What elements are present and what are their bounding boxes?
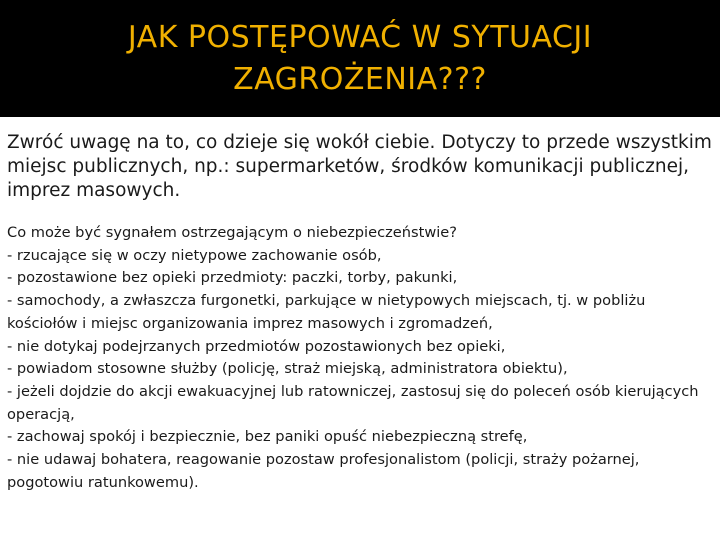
slide-title: JAK POSTĘPOWAĆ W SYTUACJI ZAGROŻENIA??? — [127, 19, 593, 97]
list-item: - zachowaj spokój i bezpiecznie, bez paniki opuść niebezpieczną strefę, — [7, 428, 528, 446]
list-item: - samochody, a zwłaszcza furgonetki, parkujące w nietypowych miejscach, tj. w pobliżu kościołów i miejsc organizowania imprez masowych i zgromadzeń, — [7, 292, 646, 332]
list-item: - rzucające się w oczy nietypowe zachowanie osób, — [7, 246, 382, 264]
advice-list — [7, 245, 715, 495]
list-item: - nie udawaj bohatera, reagowanie pozostaw profesjonalistom (policji, straży pożarnej, pogotowiu ratunkowemu). — [7, 451, 640, 491]
list-item: - nie dotykaj podejrzanych przedmiotów pozostawionych bez opieki, — [7, 337, 506, 355]
title-band — [0, 0, 720, 117]
warning-question: Co może być sygnałem ostrzegającym o niebezpieczeństwie? — [7, 224, 458, 241]
list-item: - jeżeli dojdzie do akcji ewakuacyjnej lub ratowniczej, zastosuj się do poleceń osób kierujących operacją, — [7, 382, 699, 423]
list-item: - pozostawione bez opieki przedmioty: paczki, torby, pakunki, — [7, 269, 458, 287]
slide-content — [7, 131, 715, 494]
list-item: - powiadom stosowne służby (policję, straż miejską, administratora obiektu), — [7, 360, 568, 378]
intro-paragraph: Zwróć uwagę na to, co dzieje się wokół ciebie. Dotyczy to przede wszystkim miejsc publicznych, np.: supermarketów, środków komunikacji publicznej, imprez masowych. — [7, 132, 712, 201]
